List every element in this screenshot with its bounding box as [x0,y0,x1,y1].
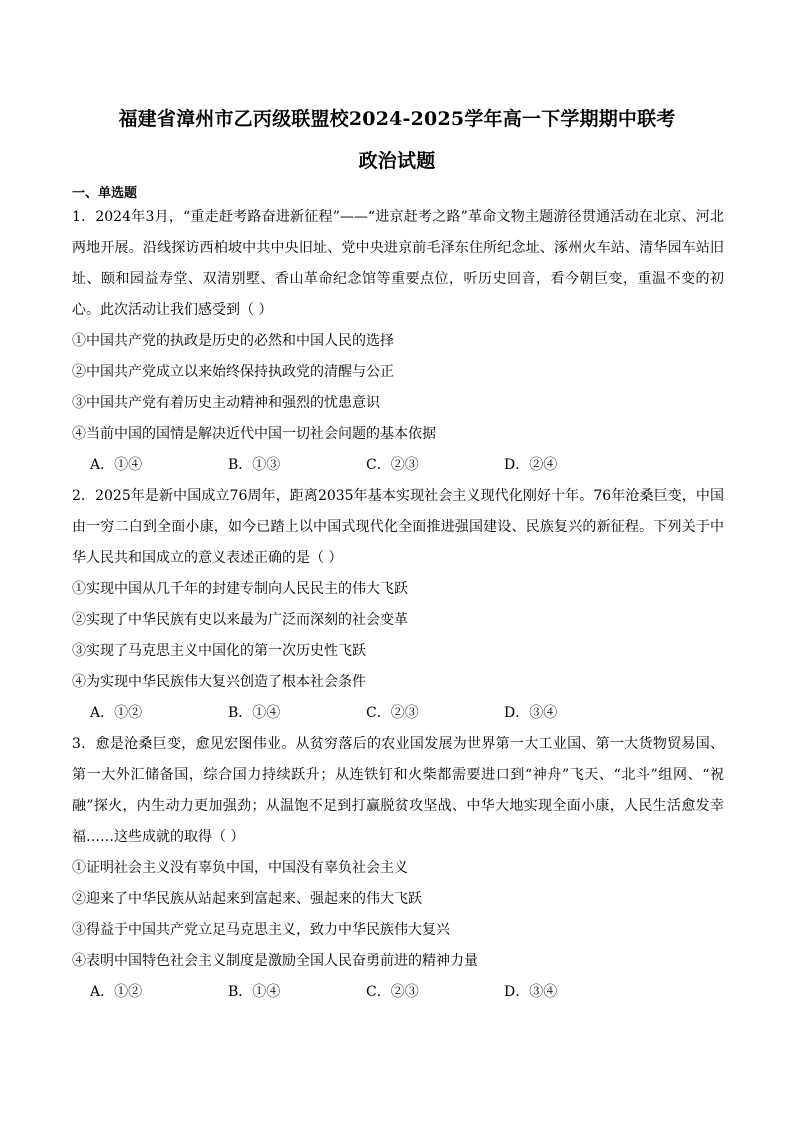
answer-choice-c: C．②③ [366,984,419,1000]
answer-choice-a: A．①④ [90,457,143,473]
answer-choice-b: B．①④ [228,705,281,721]
answer-choice-b: B．①③ [228,457,281,473]
answer-choice-a: A．①② [90,705,143,721]
statement-option: ②迎来了中华民族从站起来到富起来、强起来的伟大飞跃 [72,891,422,907]
exam-title: 福建省漳州市乙丙级联盟校2024-2025学年高一下学期期中联考 [118,108,676,130]
answer-choice-d: D．③④ [504,984,558,1000]
statement-option: ①实现中国从几千年的封建专制向人民民主的伟大飞跃 [72,581,408,597]
statement-option: ①中国共产党的执政是历史的必然和中国人民的选择 [72,333,394,349]
answer-choice-a: A．①② [90,984,143,1000]
statement-option: ④表明中国特色社会主义制度是激励全国人民奋勇前进的精神力量 [72,953,478,969]
answer-choices [72,977,724,1008]
statement-option: ③实现了马克思主义中国化的第一次历史性飞跃 [72,643,366,659]
question-stem: 2．2025年是新中国成立76周年，距离2035年基本实现社会主义现代化刚好十年。76年沧桑巨变，中国由一穷二白到全面小康，如今已踏上以中国式现代化全面推进强国建设、民族复兴的新征程。下列关于中华人民共和国成立的意义表述正确的是（ ） [72,488,724,566]
statement-option: ④为实现中华民族伟大复兴创造了根本社会条件 [72,674,366,690]
answer-choice-d: D．②④ [504,457,558,473]
question-3 [72,729,724,1008]
answer-choice-c: C．②③ [366,457,419,473]
answer-choice-d: D．③④ [504,705,558,721]
statement-option: ③中国共产党有着历史主动精神和强烈的忧患意识 [72,395,380,411]
exam-subtitle: 政治试题 [358,150,436,172]
statement-option: ③得益于中国共产党立足马克思主义，致力中华民族伟大复兴 [72,922,450,938]
answer-choice-b: B．①④ [228,984,281,1000]
answer-choices [72,450,724,481]
answer-choice-c: C．②③ [366,705,419,721]
question-stem: 3．愈是沧桑巨变，愈见宏图伟业。从贫穷落后的农业国发展为世界第一大工业国、第一大货物贸易国、第一大外汇储备国，综合国力持续跃升；从连铁钉和火柴都需要进口到“神舟”飞天、“北斗”组网、“祝融”探火，内生动力更加强劲；从温饱不足到打赢脱贫攻坚战、中华大地实现全面小康，人民生活愈发幸福……这些成就的取得（ ） [72,736,724,845]
statement-option: ②中国共产党成立以来始终保持执政党的清醒与公正 [72,364,394,380]
question-list [72,202,724,1008]
statement-option: ④当前中国的国情是解决近代中国一切社会问题的基本依据 [72,426,436,442]
question-stem: 1．2024年3月，“重走赶考路奋进新征程”——“进京赶考之路”革命文物主题游径贯通活动在北京、河北两地开展。沿线探访西柏坡中共中央旧址、党中央进京前毛泽东住所纪念址、涿州火车站、清华园车站旧址、颐和园益寿堂、双清别墅、香山革命纪念馆等重要点位，听历史回音，看今朝巨变，重温不变的初心。此次活动让我们感受到（ ） [72,209,724,318]
answer-choices [72,698,724,729]
question-2 [72,481,724,729]
section-heading: 一、单选题 [72,186,138,201]
statement-option: ①证明社会主义没有辜负中国，中国没有辜负社会主义 [72,860,408,876]
question-1 [72,202,724,481]
statement-option: ②实现了中华民族有史以来最为广泛而深刻的社会变革 [72,612,408,628]
